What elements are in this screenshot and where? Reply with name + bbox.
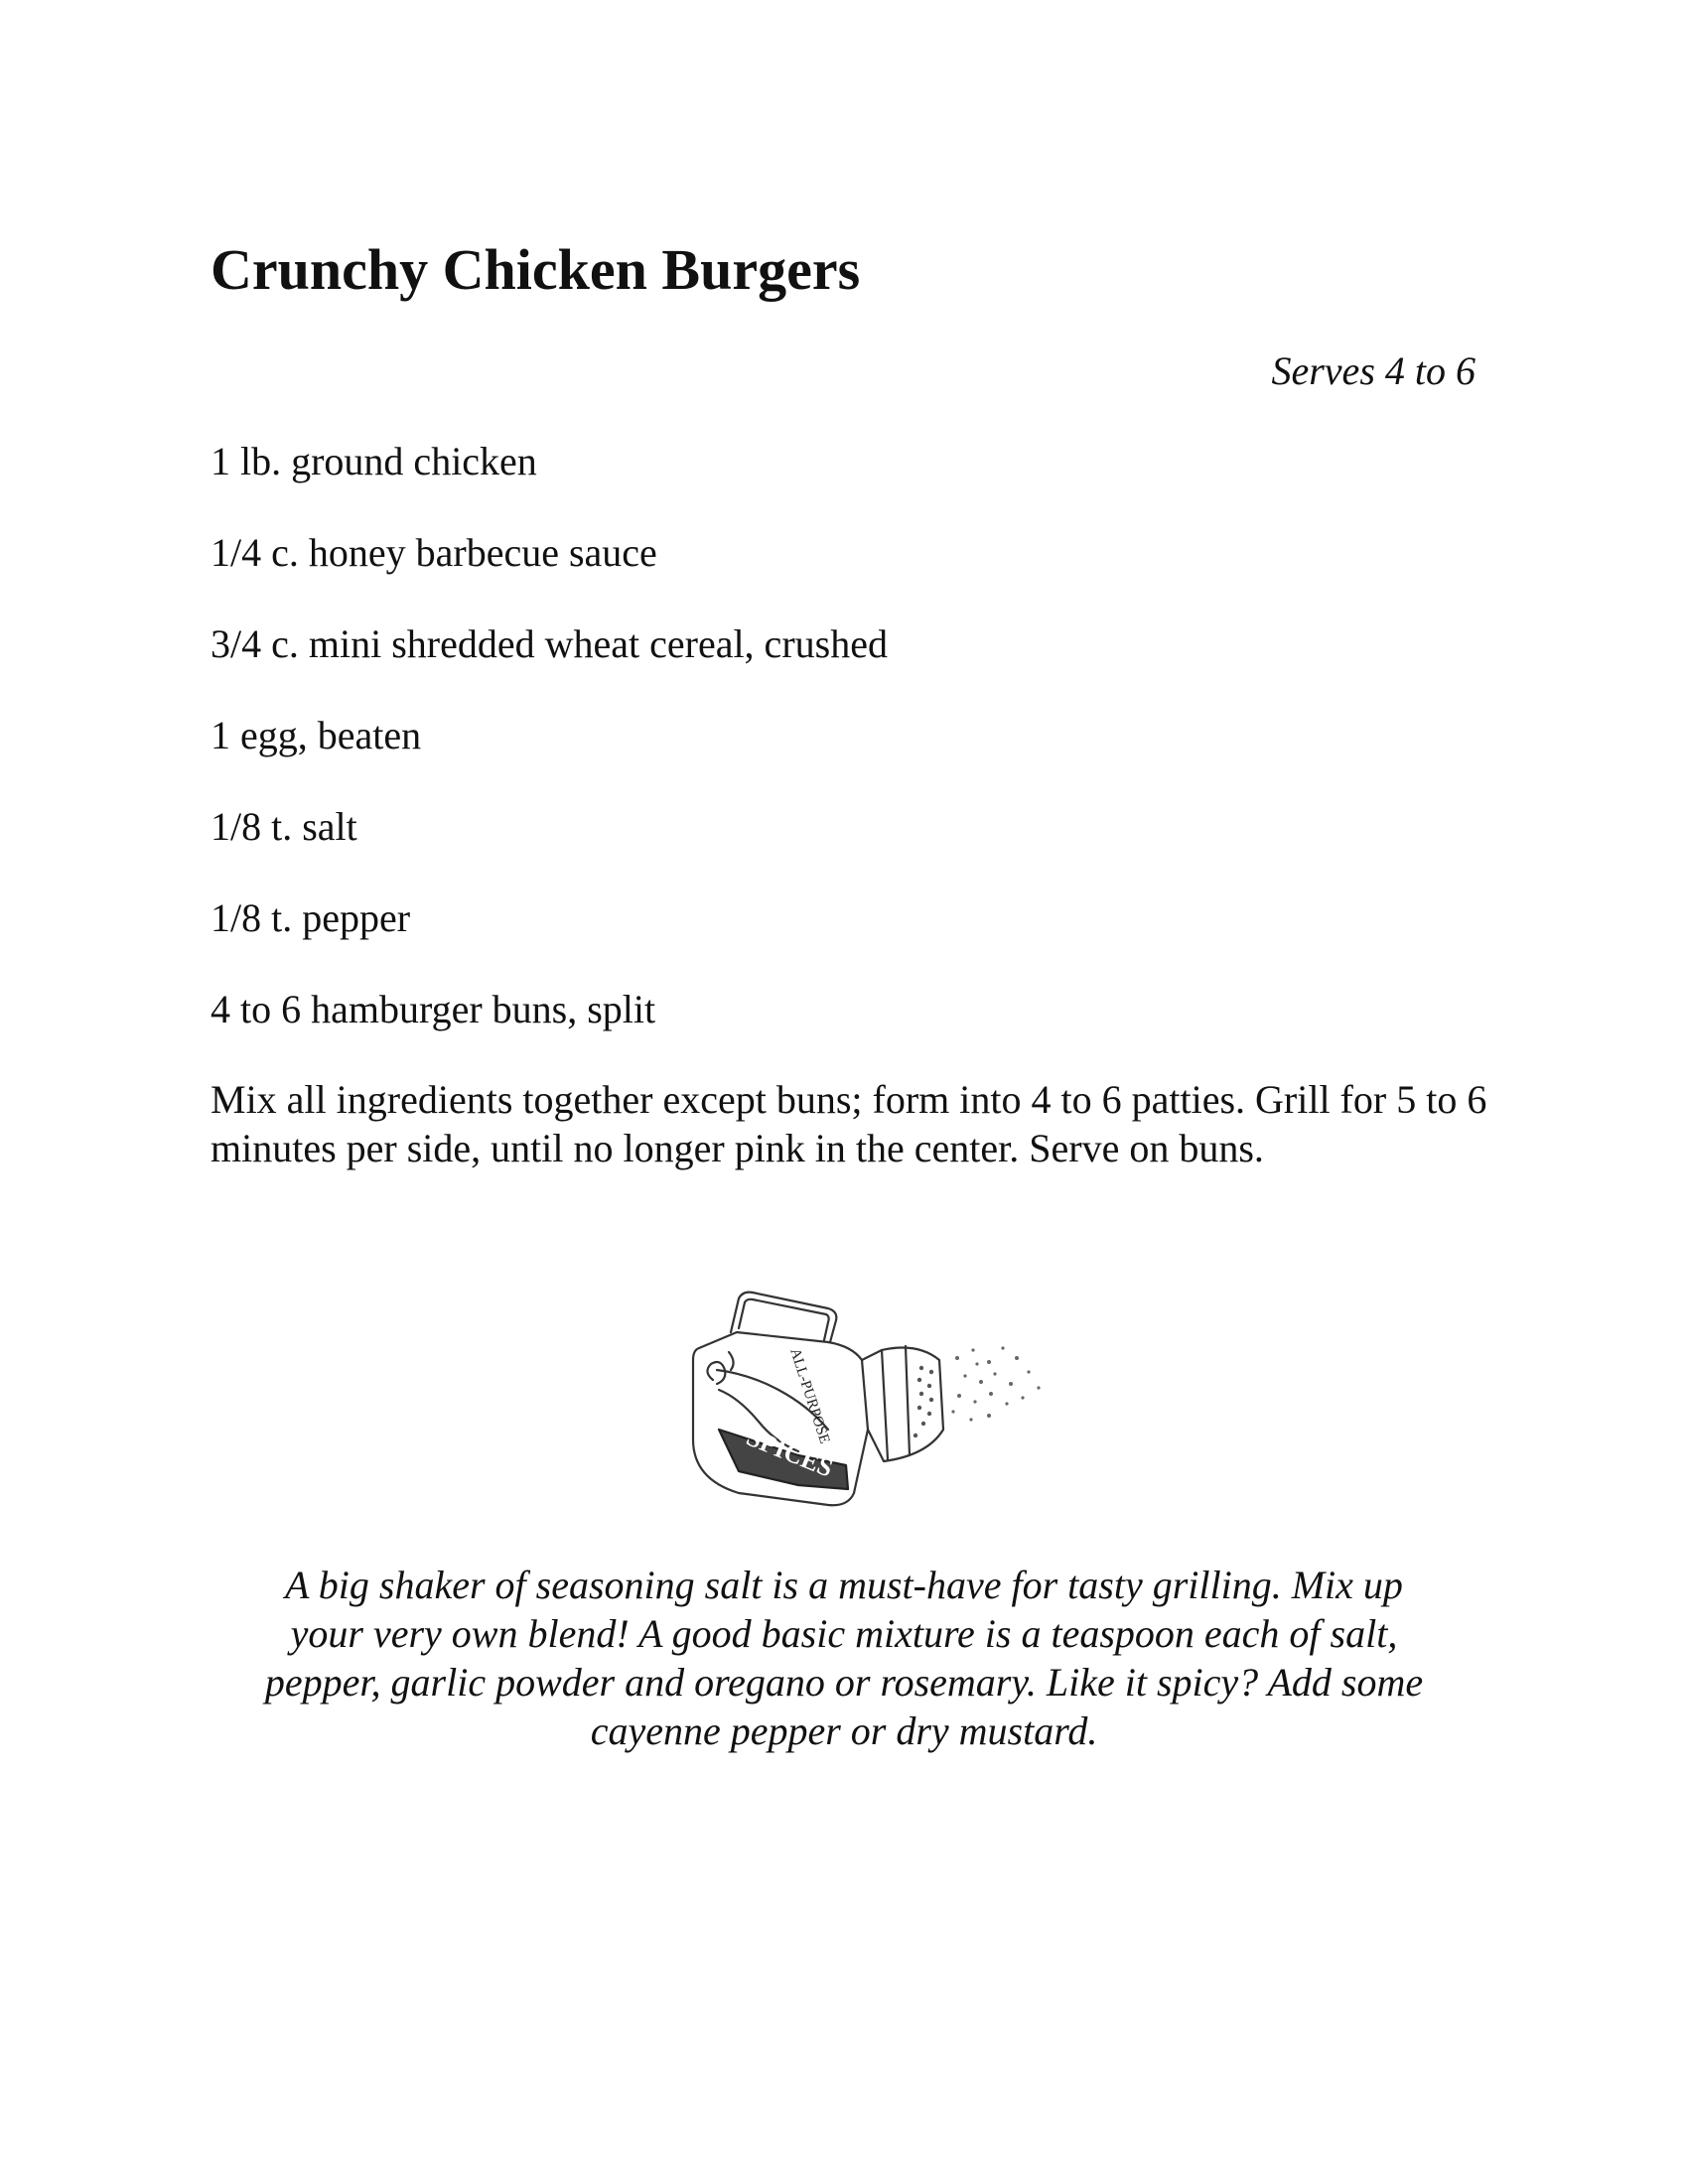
ingredient-item: 1/8 t. pepper (211, 895, 411, 940)
serving-size: Serves 4 to 6 (1271, 348, 1476, 393)
grilling-tip: A big shaker of seasoning salt is a must-have for tasty grilling. Mix up your very own blend! A good basic mixture is a teaspoon each of salt, pepper, garlic powder and oregano or rosemary. Like it spicy? Add some cayenne pepper or dry mustard. (264, 1563, 1424, 1753)
shaker-label-top: ALL-PURPOSE (786, 1346, 833, 1446)
ingredient-item: 3/4 c. mini shredded wheat cereal, crushed (211, 621, 888, 666)
ingredient-item: 4 to 6 hamburger buns, split (211, 987, 656, 1031)
spice-shaker-icon (679, 1281, 1056, 1509)
recipe-title: Crunchy Chicken Burgers (211, 237, 861, 302)
ingredient-list (211, 439, 888, 1078)
ingredient-item: 1 lb. ground chicken (211, 439, 537, 483)
ingredient-item: 1 egg, beaten (211, 713, 422, 757)
ingredient-item: 1/8 t. salt (211, 804, 357, 849)
recipe-directions: Mix all ingredients together except buns; form into 4 to 6 patties. Grill for 5 to 6 minutes per side, until no longer pink in the center. Serve on buns. (211, 1077, 1487, 1170)
ingredient-item: 1/4 c. honey barbecue sauce (211, 530, 657, 575)
shaker-label-brand: SPICES (742, 1422, 838, 1483)
